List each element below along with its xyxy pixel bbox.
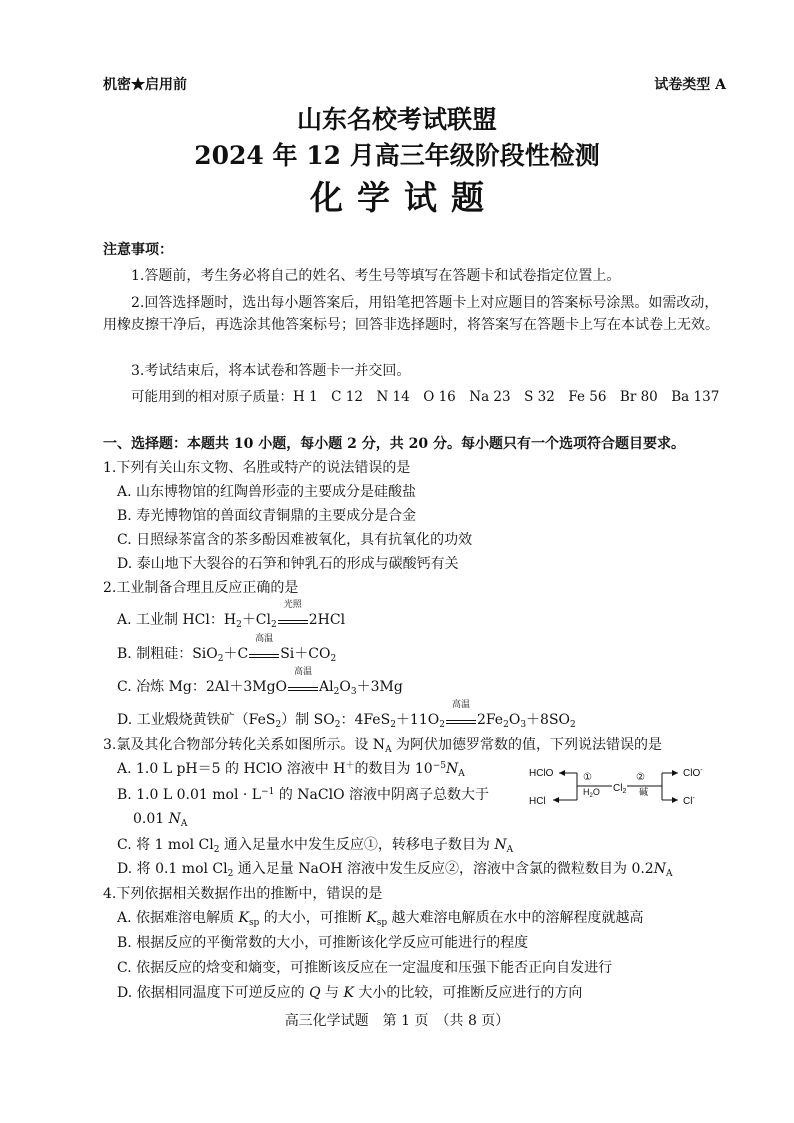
arrowhead-hcl	[553, 797, 559, 803]
notice-item-3: 3.考试结束后，将本试卷和答题卡一并交回。	[131, 363, 411, 379]
arrowhead-cl	[672, 797, 678, 803]
hcl-node: HCl	[529, 796, 546, 807]
q3-stem: 3.氯及其化合物部分转化关系如图所示。设 $N_A$ 为阿伏加德罗常数的值，下列说法错误的是	[103, 737, 663, 755]
q4-option-d: D. 依据相同温度下可逆反应的 Q 与 K 大小的比较，可推断反应进行的方向	[117, 985, 583, 1001]
q1-stem: 1.下列有关山东文物、名胜或特产的说法错误的是	[103, 460, 411, 476]
q4-stem: 4.下列依据相关数据作出的推断中，错误的是	[103, 886, 383, 902]
q2-option-a: A. 工业制 HCl：$H_2+Cl_2$ 光照 2HCl	[117, 600, 346, 630]
cl2-node: $Cl_2$	[613, 783, 627, 795]
exam-date-title: 2024 年 12 月高三年级阶段性检测	[194, 141, 600, 170]
q2-option-b: B. 制粗硅：SiO$_2$＋C 高温 $Si+CO_2$	[117, 634, 337, 664]
q3-option-d: D. 将 0.1 mol $Cl_2$ 通入足量 NaOH 溶液中发生反应②，溶液中含氯的微粒数目为 $0.2N_A$	[117, 861, 673, 879]
notice-item-1: 1.答题前，考生务必将自己的姓名、考生号等填写在答题卡和试卷指定位置上。	[131, 268, 621, 284]
q2-stem: 2.工业制备合理且反应正确的是	[103, 580, 299, 596]
hclo-node: HClO	[529, 768, 554, 779]
step-1-label: ①	[583, 772, 592, 783]
clo-minus-node: ClO-	[683, 767, 703, 779]
q4-option-a: A. 依据难溶电解质 $K_{sp}$ 的大小，可推断 $K_{sp}$ 越大难溶电解质在水中的溶解程度就越高	[117, 910, 644, 928]
q3-option-b-line2: 0.01 $N_A$	[133, 811, 188, 829]
q2-option-c: C. 冶炼 Mg：2Al＋3MgO 高温 $Al_2O_3+3Mg$	[117, 667, 403, 697]
q4-option-c: C. 依据反应的焓变和熵变，可推断该反应在一定温度和压强下能否正向自发进行	[117, 960, 613, 976]
q2-option-d: D. 工业煅烧黄铁矿（FeS$_2$）制 $SO_2$：$4FeS_2+11O_2$ 高温 $2Fe_2O_3+8SO_2$	[117, 700, 576, 730]
base-label: 碱	[639, 787, 649, 797]
q3-option-b-line1: B. 1.0 L 0.01 mol · $L^{-1}$ 的 NaClO 溶液中阴离子总数大于	[117, 787, 490, 803]
atomic-masses: 可能用到的相对原子质量：H 1 C 12 N 14 O 16 Na 23 S 32 Fe 56 Br 80 Ba 137	[131, 389, 720, 405]
arrowhead-hclo	[559, 770, 565, 776]
section-1-heading: 一、选择题：本题共 10 小题，每小题 2 分，共 20 分。每小题只有一个选项符合题目要求。	[103, 436, 685, 452]
exam-union-title: 山东名校考试联盟	[296, 105, 497, 134]
subject-title: 化学试题	[310, 178, 498, 217]
cl-minus-node: Cl-	[683, 795, 695, 807]
notice-heading: 注意事项：	[103, 242, 173, 258]
notice-item-2: 2.回答选择题时，选出每小题答案后，用铅笔把答题卡上对应题目的答案标号涂黑。如需改动，用橡皮擦干净后，再选涂其他答案标号；回答非选择题时，将答案写在答题卡上写在本试卷上无效。	[103, 295, 719, 333]
q1-option-a: A. 山东博物馆的红陶兽形壶的主要成分是硅酸盐	[117, 484, 417, 500]
water-label: $H_2O$	[583, 787, 600, 799]
q1-option-c: C. 日照绿茶富含的茶多酚因难被氧化，具有抗氧化的功效	[117, 532, 473, 548]
confidential-label: 机密★启用前	[103, 77, 187, 93]
q1-option-d: D. 泰山地下大裂谷的石笋和钟乳石的形成与碳酸钙有关	[117, 556, 459, 572]
page-footer: 高三化学试题 第 1 页 （共 8 页）	[284, 1013, 510, 1029]
chlorine-conversion-diagram	[525, 762, 715, 812]
step-2-label: ②	[636, 772, 645, 783]
q3-option-c: C. 将 1 mol $Cl_2$ 通入足量水中发生反应①，转移电子数目为 $N_A$	[117, 837, 514, 855]
q3-option-a: A. 1.0 L pH＝5 的 HClO 溶液中 H＋的数目为 $10^{-5}N_A$	[117, 761, 465, 779]
paper-type-label: 试卷类型 A	[654, 77, 726, 93]
q4-option-b: B. 根据反应的平衡常数的大小，可推断该化学反应可能进行的程度	[117, 935, 529, 951]
q1-option-b: B. 寿光博物馆的兽面纹青铜鼎的主要成分是合金	[117, 508, 417, 524]
arrowhead-clo	[672, 770, 678, 776]
